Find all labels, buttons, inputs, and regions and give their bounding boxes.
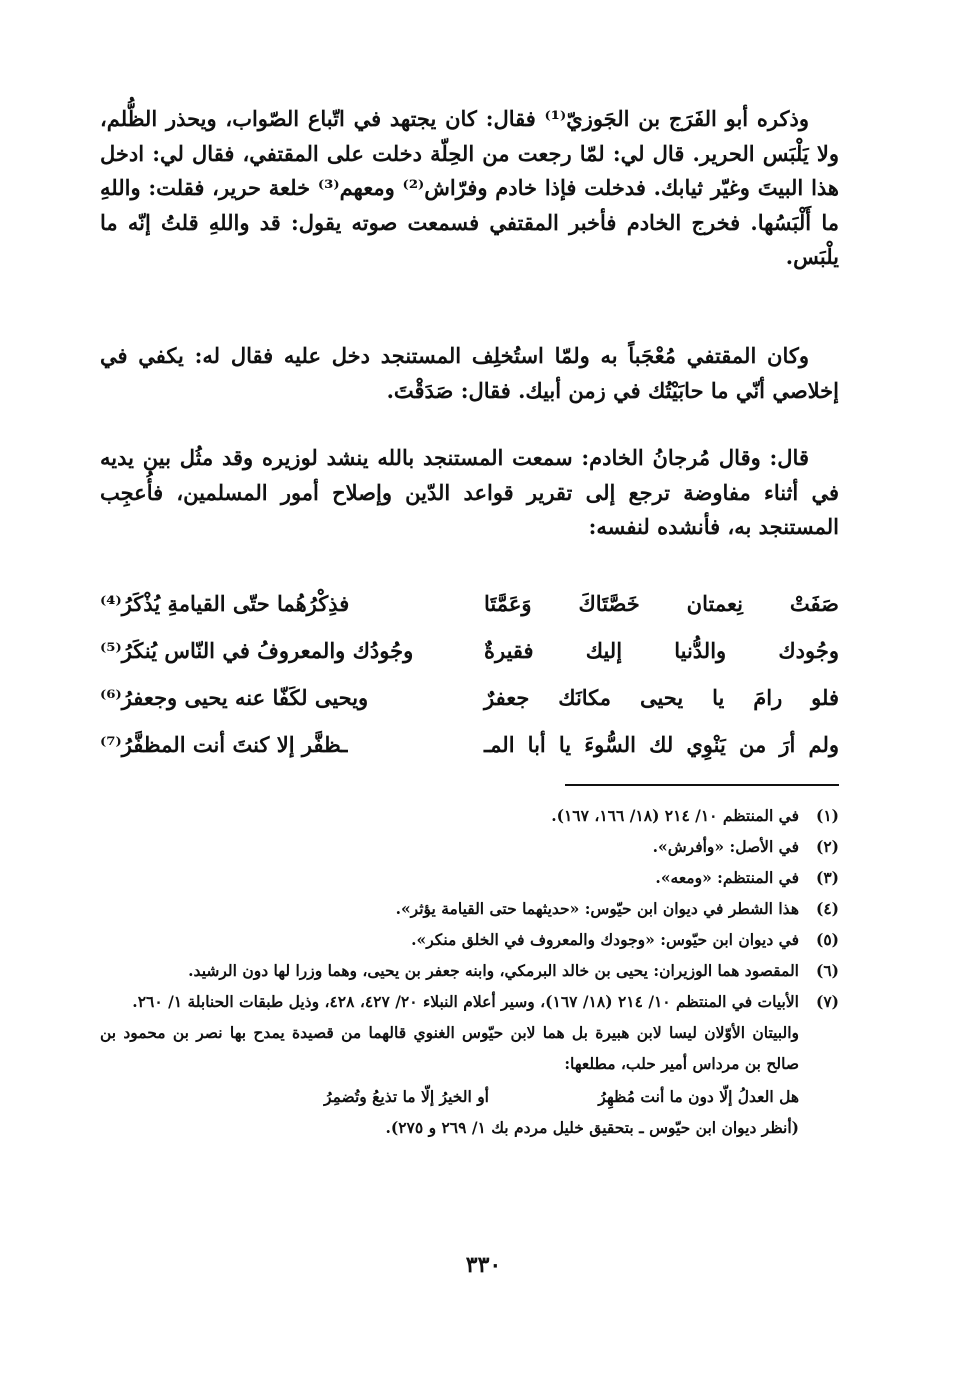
footnote <box>100 831 839 862</box>
footnote-number: (٦) <box>815 961 839 980</box>
footnote-text: الأبيات في المنتظم ١٠/ ٢١٤ (١٨/ ١٦٧)، وسير أعلام النبلاء ٢٠/ ٤٢٧، ٤٢٨، وذيل طبقات الحنابلة ١/ ٢٦٠. <box>132 992 799 1011</box>
footnote-number: (٣) <box>815 868 839 887</box>
footnote <box>100 955 839 986</box>
footnote <box>100 893 839 924</box>
footnote-continuation: والبيتان الأوّلان ليسا لابن هبيرة بل هما لابن حيّوس الغنوي قالهما من قصيدة يمدح بها نصر بن محمود بن صالح بن مرداس أمير حلب، مطلعها: <box>100 1023 799 1073</box>
footnote <box>100 986 839 1017</box>
poem <box>100 580 839 768</box>
footnote-number: (٤) <box>815 899 839 918</box>
footnote-separator <box>565 784 839 786</box>
paragraph-ibn-aljawzi: وذكره أبو الفَرَج بن الجَوزيّ⁽¹⁾ فقال: كان يجتهد في اتّباع الصّواب، ويحذر الظُّلم، ولا يَلْبَس الحرير. قال لي: لمّا رجعت من الحِلّة دخلت على المقتفي، فقال لي: ادخل هذا البيتَ وغيّر ثيابك. فدخلت فإذا خادم وفرّاش⁽²⁾ ومعهم⁽³⁾ خلعة حرير، فقلت: واللهِ ما أَلْبَسُها. فخرج الخادم فأخبر المقتفي فسمعت صوته يقول: قد واللهِ قلتُ إنّه ما يلْبَس. <box>100 106 839 269</box>
verse-second-hemistich: ـظفَّر إلا كنتَ أنت المظفَّرُ⁽⁷⁾ <box>100 732 348 757</box>
footnote-text: في ديوان ابن حيّوس: «وجودك والمعروف في الخلق منكر». <box>411 930 799 949</box>
footnotes <box>100 800 839 1143</box>
footnote-text: المقصود هما الوزيران: يحيى بن خالد البرمكي، وابنه جعفر بن يحيى، وهما وزرا لها دون الرشيد. <box>188 961 799 980</box>
poem-verse <box>100 627 839 674</box>
footnote <box>100 800 839 831</box>
footnote-number: (٢) <box>815 837 839 856</box>
footnote-source: (أنظر ديوان ابن حيّوس ـ بتحقيق خليل مردم بك ١/ ٢٦٩ و ٢٧٥). <box>385 1118 799 1137</box>
paragraph-muqtafi: وكان المقتفي مُعْجَباً به ولمّا استُخلِف المستنجد دخل عليه فقال له: يكفي في إخلاصي أنّي ما حابَيْتُك في زمن أبيك. فقال: صَدَقْتَ. <box>100 343 839 403</box>
main-text-paragraph <box>100 441 839 545</box>
footnote-number: (٧) <box>815 992 839 1011</box>
poem-verse <box>100 674 839 721</box>
verse-first-hemistich: صَفَتْ نِعمتان خَصَّتَاكَ وَعَمَّتَا <box>484 591 839 616</box>
footnote-number: (١) <box>815 806 839 825</box>
footnote-text: في المنتظم ١٠/ ٢١٤ (١٨/ ١٦٦، ١٦٧). <box>551 806 799 825</box>
footnote <box>100 862 839 893</box>
poem-verse <box>100 580 839 627</box>
footnote-verse-first-hemistich: هل العدلُ إلّا دون ما أنت مُظهِرُ <box>598 1087 799 1106</box>
page-number: ٣٣٠ <box>465 1252 502 1278</box>
main-text-paragraph <box>100 102 839 275</box>
verse-first-hemistich: وجُودك والدُّنيا إليك فقيرةٌ <box>484 638 839 663</box>
verse-second-hemistich: وجُودُك والمعروفُ في النّاس يُنكَرُ⁽⁵⁾ <box>100 638 414 663</box>
verse-first-hemistich: ولم أرَ من يَنْوِي لك السُّوءَ يا أبا المـ <box>484 732 839 757</box>
footnote-verse-second-hemistich: أو الخيرُ إلّا ما تذيعُ وتُضمِرُ <box>324 1087 489 1106</box>
footnote-text: هذا الشطر في ديوان ابن حيّوس: «حديثهما حتى القيامة يؤثر». <box>395 899 799 918</box>
verse-second-hemistich: فذِكْرُهُما حتّى القيامةِ يُذْكَرُ⁽⁴⁾ <box>100 591 350 616</box>
footnote <box>100 924 839 955</box>
verse-first-hemistich: فلو رامَ يا يحيى مكانَك جعفرٌ <box>484 685 839 710</box>
footnote-number: (٥) <box>815 930 839 949</box>
main-text-paragraph <box>100 339 839 408</box>
footnote-text: في الأصل: «وأفرش». <box>652 837 799 856</box>
paragraph-murjan: قال: وقال مُرجانُ الخادم: سمعت المستنجد بالله ينشد لوزيره وقد مثُل بين يديه في أثناء مفاوضة ترجع إلى تقرير قواعد الدّين وإصلاح أمور المسلمين، فأُعجِب المستنجد به، فأنشده لنفسه: <box>100 445 839 539</box>
footnote-verse <box>100 1081 799 1112</box>
verse-second-hemistich: ويحيى لكَفّا عنه يحيى وجعفرُ⁽⁶⁾ <box>100 685 369 710</box>
footnote-text: في المنتظم: «ومعه». <box>655 868 799 887</box>
poem-verse <box>100 721 839 768</box>
